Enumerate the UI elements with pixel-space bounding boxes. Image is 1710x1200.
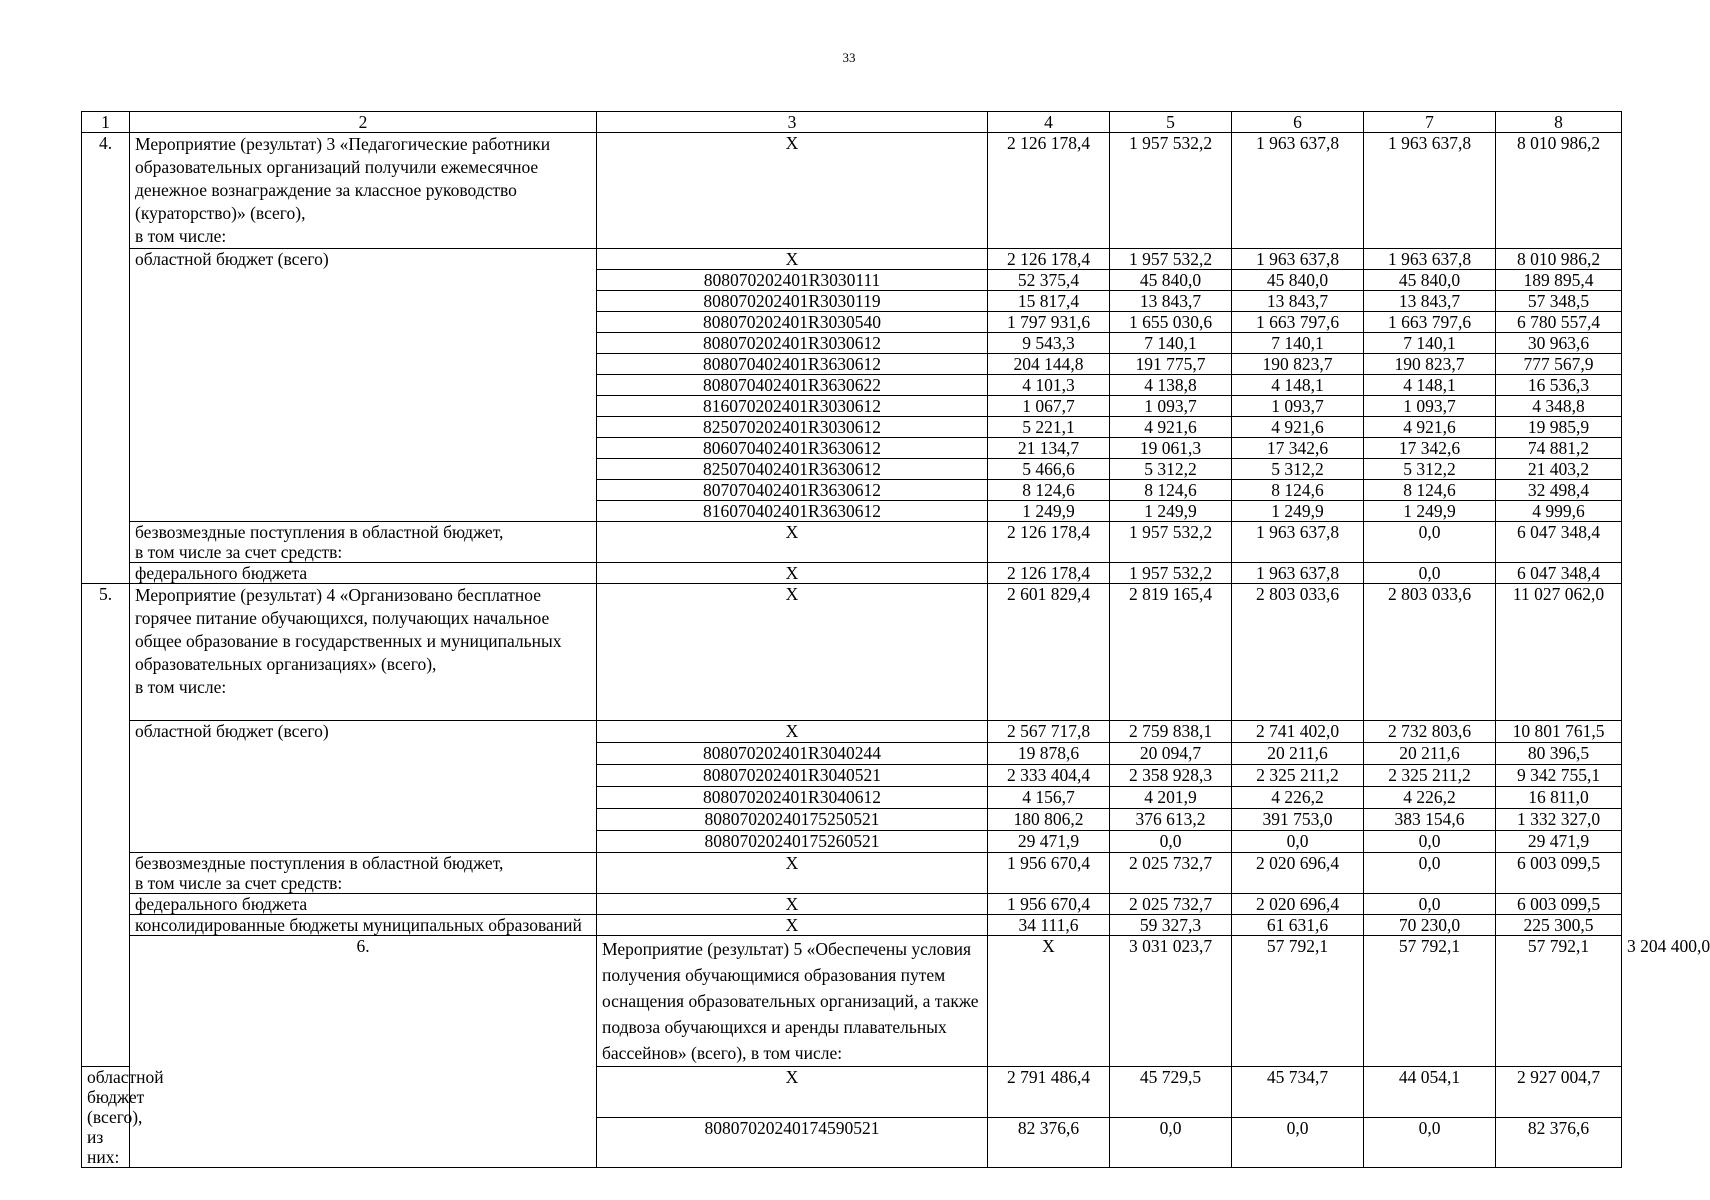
- row-label-text: безвозмездные поступления в областной бюджет,: [135, 853, 504, 873]
- value-cell: 44 054,1: [1364, 1067, 1496, 1118]
- value-cell: 2 732 803,6: [1364, 721, 1496, 743]
- value-cell: 7 140,1: [1110, 333, 1232, 354]
- value-cell: 82 376,6: [988, 1117, 1110, 1168]
- value-cell: 70 230,0: [1364, 915, 1496, 936]
- value-cell: 4 101,3: [988, 375, 1110, 396]
- value-cell: 8 010 986,2: [1496, 249, 1622, 270]
- budget-code: 808070202401R3030540: [597, 312, 988, 333]
- value-cell: 1 249,9: [988, 501, 1110, 522]
- value-cell: 2 126 178,4: [988, 563, 1110, 584]
- value-cell: 1 663 797,6: [1232, 312, 1364, 333]
- value-cell: 7 140,1: [1232, 333, 1364, 354]
- measure-text-sub: в том числе:: [135, 677, 227, 697]
- value-cell: 21 403,2: [1496, 459, 1622, 480]
- table-row: 6. Мероприятие (результат) 5 «Обеспечены условия получения обучающимися образования путем оснащения образовательных организаций, а также подвоза обучающихся и аренды плавательных бассейнов» (всего), в том числе: Х 3 031 023,7 57 792,1 57 792,1 57 792,1 3 204 400,0: [82, 936, 1622, 1067]
- value-cell: 0,0: [1364, 563, 1496, 584]
- value-cell: 7 140,1: [1364, 333, 1496, 354]
- value-cell: 1 963 637,8: [1232, 133, 1364, 249]
- header-cell: 2: [130, 112, 597, 133]
- measure-text-sub: в том числе:: [135, 226, 227, 246]
- value-cell: 0,0: [1232, 831, 1364, 853]
- measure-text: Мероприятие (результат) 4 «Организовано бесплатное горячее питание обучающихся, получающих начальное общее образование в государственных и муниципальных образовательных организациях» (всего),: [135, 585, 562, 674]
- value-cell: 777 567,9: [1496, 354, 1622, 375]
- value-cell: 9 543,3: [988, 333, 1110, 354]
- header-cell: 3: [597, 112, 988, 133]
- header-cell: 5: [1110, 112, 1232, 133]
- value-cell: 20 094,7: [1110, 743, 1232, 765]
- header-cell: 1: [82, 112, 130, 133]
- value-cell: 190 823,7: [1364, 354, 1496, 375]
- value-cell: 4 156,7: [988, 787, 1110, 809]
- value-cell: 45 840,0: [1110, 270, 1232, 291]
- budget-code: 808070202401R3040244: [597, 743, 988, 765]
- budget-code: 825070402401R3630612: [597, 459, 988, 480]
- value-cell: 52 375,4: [988, 270, 1110, 291]
- value-cell: 1 797 931,6: [988, 312, 1110, 333]
- value-cell: 8 124,6: [1110, 480, 1232, 501]
- value-cell: 82 376,6: [1496, 1117, 1622, 1168]
- value-cell: 2 020 696,4: [1232, 894, 1364, 915]
- value-cell: 57 792,1: [1364, 936, 1496, 1067]
- value-cell: 1 957 532,2: [1110, 133, 1232, 249]
- value-cell: 6 003 099,5: [1496, 894, 1622, 915]
- value-cell: 11 027 062,0: [1496, 584, 1622, 721]
- value-cell: 225 300,5: [1496, 915, 1622, 936]
- value-cell: 19 061,3: [1110, 438, 1232, 459]
- value-cell: 180 806,2: [988, 809, 1110, 831]
- value-cell: 34 111,6: [988, 915, 1110, 936]
- value-cell: 2 803 033,6: [1232, 584, 1364, 721]
- budget-code: 825070202401R3030612: [597, 417, 988, 438]
- value-cell: 0,0: [1364, 853, 1496, 894]
- value-cell: 4 921,6: [1364, 417, 1496, 438]
- budget-code: Х: [597, 563, 988, 584]
- budget-code: 808070202401R3030111: [597, 270, 988, 291]
- budget-code: 806070402401R3630612: [597, 438, 988, 459]
- value-cell: 383 154,6: [1364, 809, 1496, 831]
- value-cell: 9 342 755,1: [1496, 765, 1622, 787]
- budget-code: Х: [597, 894, 988, 915]
- value-cell: 2 020 696,4: [1232, 853, 1364, 894]
- row-label: областной бюджет (всего): [130, 249, 597, 522]
- value-cell: 57 348,5: [1496, 291, 1622, 312]
- value-cell: 6 047 348,4: [1496, 563, 1622, 584]
- value-cell: 16 536,3: [1496, 375, 1622, 396]
- value-cell: 2 803 033,6: [1364, 584, 1496, 721]
- row-label: [130, 853, 597, 894]
- budget-code: Х: [597, 584, 988, 721]
- value-cell: 13 843,7: [1232, 291, 1364, 312]
- row-label: [130, 522, 597, 563]
- value-cell: 3 031 023,7: [1110, 936, 1232, 1067]
- value-cell: 6 003 099,5: [1496, 853, 1622, 894]
- budget-code: Х: [597, 133, 988, 249]
- page-number: 33: [842, 50, 856, 65]
- row-label: федерального бюджета: [130, 563, 597, 584]
- budget-code: 80807020240175260521: [597, 831, 988, 853]
- value-cell: 32 498,4: [1496, 480, 1622, 501]
- value-cell: 45 734,7: [1232, 1067, 1364, 1118]
- value-cell: 1 655 030,6: [1110, 312, 1232, 333]
- row-index: 5.: [82, 584, 130, 1067]
- value-cell: 204 144,8: [988, 354, 1110, 375]
- value-cell: 191 775,7: [1110, 354, 1232, 375]
- table-row: [82, 584, 1622, 721]
- value-cell: 16 811,0: [1496, 787, 1622, 809]
- value-cell: 1 093,7: [1110, 396, 1232, 417]
- value-cell: 57 792,1: [1232, 936, 1364, 1067]
- budget-code: 808070202401R3030612: [597, 333, 988, 354]
- row-index: 4.: [82, 133, 130, 584]
- row-label-text: безвозмездные поступления в областной бюджет,: [135, 522, 504, 542]
- value-cell: 4 348,8: [1496, 396, 1622, 417]
- value-cell: 2 759 838,1: [1110, 721, 1232, 743]
- value-cell: 0,0: [1232, 1117, 1364, 1168]
- value-cell: 4 148,1: [1232, 375, 1364, 396]
- value-cell: 1 249,9: [1232, 501, 1364, 522]
- value-cell: 4 138,8: [1110, 375, 1232, 396]
- value-cell: 19 985,9: [1496, 417, 1622, 438]
- value-cell: 2 126 178,4: [988, 249, 1110, 270]
- measure-text: Мероприятие (результат) 3 «Педагогические работники образовательных организаций получили ежемесячное денежное вознаграждение за классное руководство (кураторство)» (всего),: [135, 134, 551, 223]
- budget-code: Х: [597, 853, 988, 894]
- value-cell: 5 466,6: [988, 459, 1110, 480]
- value-cell: 2 325 211,2: [1232, 765, 1364, 787]
- value-cell: 45 729,5: [1110, 1067, 1232, 1118]
- value-cell: 1 093,7: [1364, 396, 1496, 417]
- budget-code: 816070402401R3630612: [597, 501, 988, 522]
- budget-code: 808070402401R3630612: [597, 354, 988, 375]
- value-cell: 2 791 486,4: [988, 1067, 1110, 1118]
- value-cell: 1 249,9: [1364, 501, 1496, 522]
- budget-code: 80807020240174590521: [597, 1117, 988, 1168]
- budget-code: Х: [988, 936, 1110, 1067]
- value-cell: 2 601 829,4: [988, 584, 1110, 721]
- table-row: [82, 522, 1622, 563]
- value-cell: 0,0: [1110, 1117, 1232, 1168]
- value-cell: 4 921,6: [1232, 417, 1364, 438]
- budget-code: Х: [597, 1067, 988, 1118]
- budget-code: 808070202401R3040612: [597, 787, 988, 809]
- value-cell: 1 957 532,2: [1110, 249, 1232, 270]
- value-cell: 29 471,9: [988, 831, 1110, 853]
- value-cell: 6 047 348,4: [1496, 522, 1622, 563]
- value-cell: 2 927 004,7: [1496, 1067, 1622, 1118]
- value-cell: 1 963 637,8: [1232, 249, 1364, 270]
- value-cell: 4 226,2: [1232, 787, 1364, 809]
- value-cell: 2 741 402,0: [1232, 721, 1364, 743]
- header-cell: 6: [1232, 112, 1364, 133]
- value-cell: 45 840,0: [1232, 270, 1364, 291]
- value-cell: 0,0: [1364, 894, 1496, 915]
- row-label: консолидированные бюджеты муниципальных образований: [130, 915, 597, 936]
- budget-code: 808070202401R3030119: [597, 291, 988, 312]
- value-cell: 8 010 986,2: [1496, 133, 1622, 249]
- value-cell: 1 332 327,0: [1496, 809, 1622, 831]
- budget-code: Х: [597, 249, 988, 270]
- value-cell: 61 631,6: [1232, 915, 1364, 936]
- value-cell: 30 963,6: [1496, 333, 1622, 354]
- header-cell: 8: [1496, 112, 1622, 133]
- value-cell: 0,0: [1364, 522, 1496, 563]
- value-cell: 0,0: [1364, 831, 1496, 853]
- value-cell: 2 025 732,7: [1110, 853, 1232, 894]
- value-cell: 8 124,6: [988, 480, 1110, 501]
- row-label-sub: в том числе за счет средств:: [135, 873, 343, 893]
- value-cell: 5 221,1: [988, 417, 1110, 438]
- value-cell: 1 663 797,6: [1364, 312, 1496, 333]
- value-cell: 15 817,4: [988, 291, 1110, 312]
- row-label: федерального бюджета: [130, 894, 597, 915]
- value-cell: 20 211,6: [1232, 743, 1364, 765]
- value-cell: 1 963 637,8: [1232, 563, 1364, 584]
- value-cell: 0,0: [1110, 831, 1232, 853]
- value-cell: 190 823,7: [1232, 354, 1364, 375]
- value-cell: 4 999,6: [1496, 501, 1622, 522]
- value-cell: 1 963 637,8: [1232, 522, 1364, 563]
- value-cell: 1 067,7: [988, 396, 1110, 417]
- value-cell: 45 840,0: [1364, 270, 1496, 291]
- value-cell: 1 963 637,8: [1364, 249, 1496, 270]
- budget-code: 808070202401R3040521: [597, 765, 988, 787]
- value-cell: 4 148,1: [1364, 375, 1496, 396]
- value-cell: 13 843,7: [1110, 291, 1232, 312]
- value-cell: 2 325 211,2: [1364, 765, 1496, 787]
- value-cell: 0,0: [1364, 1117, 1496, 1168]
- budget-code: Х: [597, 522, 988, 563]
- table-row: [82, 853, 1622, 894]
- value-cell: 59 327,3: [1110, 915, 1232, 936]
- value-cell: 1 963 637,8: [1364, 133, 1496, 249]
- value-cell: 2 126 178,4: [988, 133, 1110, 249]
- row-label: областной бюджет (всего): [130, 721, 597, 853]
- budget-code: 807070402401R3630612: [597, 480, 988, 501]
- value-cell: 1 957 532,2: [1110, 563, 1232, 584]
- budget-code: 816070202401R3030612: [597, 396, 988, 417]
- header-cell: 7: [1364, 112, 1496, 133]
- budget-code: 808070402401R3630622: [597, 375, 988, 396]
- value-cell: 2 819 165,4: [1110, 584, 1232, 721]
- value-cell: 21 134,7: [988, 438, 1110, 459]
- value-cell: 2 358 928,3: [1110, 765, 1232, 787]
- value-cell: 4 921,6: [1110, 417, 1232, 438]
- value-cell: 29 471,9: [1496, 831, 1622, 853]
- value-cell: 1 093,7: [1232, 396, 1364, 417]
- row-label-sub: в том числе за счет средств:: [135, 542, 343, 562]
- header-row: [82, 112, 1622, 133]
- value-cell: 4 201,9: [1110, 787, 1232, 809]
- header-cell: 4: [988, 112, 1110, 133]
- table-row: [82, 721, 1622, 743]
- value-cell: 4 226,2: [1364, 787, 1496, 809]
- budget-table: [81, 111, 1710, 1168]
- value-cell: 1 956 670,4: [988, 894, 1110, 915]
- measure-description: [130, 584, 597, 721]
- value-cell: 5 312,2: [1232, 459, 1364, 480]
- measure-description: [130, 133, 597, 249]
- value-cell: 17 342,6: [1232, 438, 1364, 459]
- value-cell: 5 312,2: [1110, 459, 1232, 480]
- value-cell: 6 780 557,4: [1496, 312, 1622, 333]
- value-cell: 17 342,6: [1364, 438, 1496, 459]
- budget-code: 80807020240175250521: [597, 809, 988, 831]
- value-cell: 19 878,6: [988, 743, 1110, 765]
- table-row: [82, 894, 1622, 915]
- value-cell: 2 126 178,4: [988, 522, 1110, 563]
- value-cell: 376 613,2: [1110, 809, 1232, 831]
- value-cell: 189 895,4: [1496, 270, 1622, 291]
- value-cell: 2 333 404,4: [988, 765, 1110, 787]
- value-cell: 10 801 761,5: [1496, 721, 1622, 743]
- value-cell: 20 211,6: [1364, 743, 1496, 765]
- value-cell: 5 312,2: [1364, 459, 1496, 480]
- value-cell: 13 843,7: [1364, 291, 1496, 312]
- value-cell: 1 249,9: [1110, 501, 1232, 522]
- value-cell: 57 792,1: [1496, 936, 1622, 1067]
- budget-code: Х: [597, 915, 988, 936]
- budget-code: Х: [597, 721, 988, 743]
- value-cell: 2 025 732,7: [1110, 894, 1232, 915]
- measure-description: Мероприятие (результат) 5 «Обеспечены условия получения обучающимися образования путем оснащения образовательных организаций, а также подвоза обучающихся и аренды плавательных бассейнов» (всего), в том числе:: [597, 936, 988, 1067]
- row-index: 6.: [130, 936, 597, 1168]
- value-cell: 8 124,6: [1364, 480, 1496, 501]
- table-row: [82, 563, 1622, 584]
- value-cell: 1 956 670,4: [988, 853, 1110, 894]
- row-label: областной бюджет (всего), из них:: [82, 1067, 130, 1168]
- value-cell: 1 957 532,2: [1110, 522, 1232, 563]
- value-cell: 80 396,5: [1496, 743, 1622, 765]
- table-row: [82, 133, 1622, 249]
- value-cell: 8 124,6: [1232, 480, 1364, 501]
- value-cell: 391 753,0: [1232, 809, 1364, 831]
- table-row: [82, 249, 1622, 270]
- table-row: [82, 915, 1622, 936]
- value-cell: 74 881,2: [1496, 438, 1622, 459]
- value-cell: 2 567 717,8: [988, 721, 1110, 743]
